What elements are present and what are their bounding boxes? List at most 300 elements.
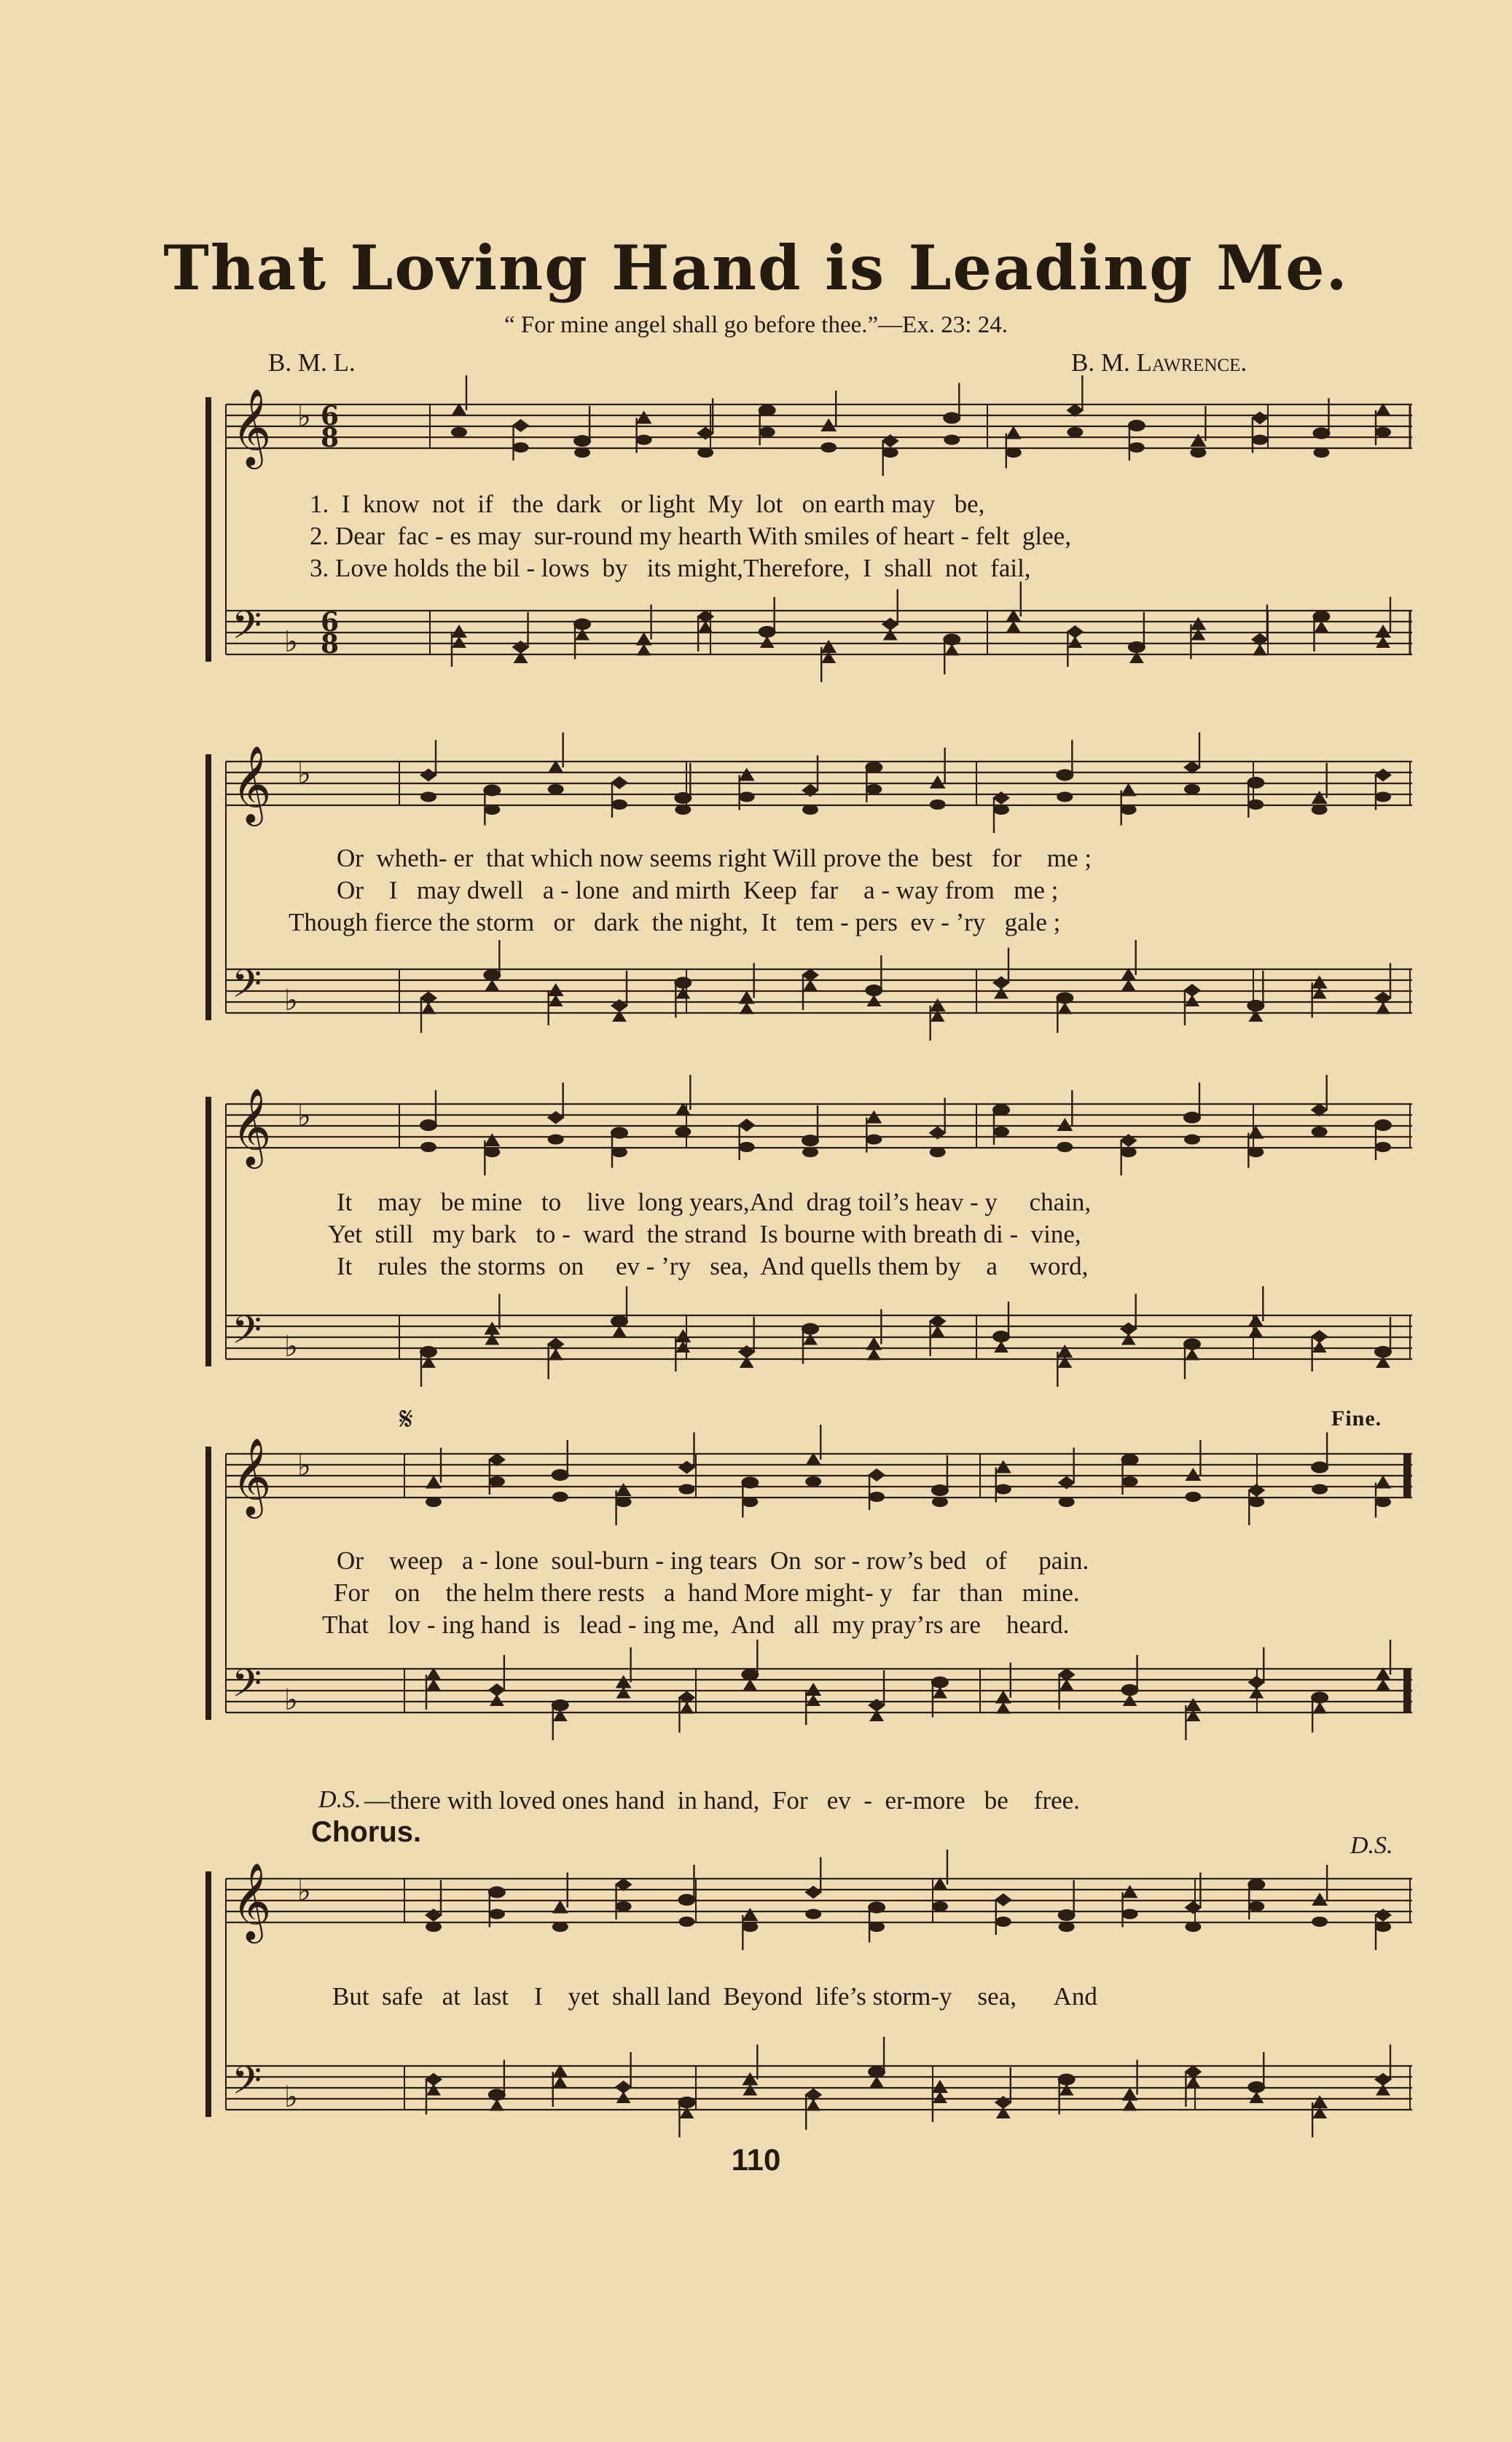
shape-note-triangle	[484, 1322, 500, 1335]
shape-note-round	[1122, 1476, 1138, 1487]
shape-note-triangle	[742, 2073, 758, 2086]
shape-note-round	[1312, 805, 1328, 815]
shape-note-round	[611, 1315, 628, 1327]
shape-note-round	[1185, 1492, 1201, 1502]
shape-note-round	[489, 1909, 505, 1919]
shape-note-round	[759, 626, 776, 638]
shape-note-round	[611, 1127, 628, 1139]
shape-note-round	[1311, 1692, 1328, 1704]
shape-note-triangle	[1253, 644, 1267, 656]
shape-note-triangle	[1185, 1468, 1201, 1481]
bass-clef-icon: 𝄢	[232, 2059, 262, 2113]
lyric-line: Or weep a - lone soul-burn - ing tears On sor - row’s bed of pain.	[337, 1546, 1089, 1575]
shape-note-triangle	[996, 2107, 1011, 2118]
bass-clef-icon: 𝄢	[232, 962, 262, 1016]
shape-note-round	[802, 1323, 819, 1335]
lyric-line: Though fierce the storm or dark the night, It tem - pers ev - ’ry gale ;	[289, 908, 1061, 936]
system-bracket	[205, 754, 211, 1020]
shape-note-triangle	[1248, 1010, 1263, 1022]
shape-note-round	[616, 1901, 632, 1911]
shape-note-round	[1183, 1112, 1201, 1124]
shape-note-triangle	[996, 1702, 1011, 1714]
shape-note-triangle	[944, 644, 959, 656]
shape-note-triangle	[1312, 976, 1328, 989]
shape-note-round	[992, 1104, 1010, 1116]
bass-clef-icon: 𝄢	[232, 1308, 262, 1362]
shape-note-triangle	[451, 625, 467, 638]
shape-note-round	[1056, 770, 1073, 781]
treble-clef-icon: 𝄞	[232, 1862, 272, 1940]
shape-note-round	[1184, 784, 1200, 794]
shape-note-round	[805, 1476, 821, 1487]
shape-note-triangle	[1376, 636, 1390, 648]
shape-note-triangle	[1185, 995, 1199, 1006]
shape-note-triangle	[1249, 1687, 1264, 1699]
shape-note-triangle	[637, 644, 651, 656]
shape-note-round	[552, 1492, 568, 1502]
shape-note-triangle	[869, 2076, 884, 2088]
shape-note-triangle	[1059, 1679, 1074, 1691]
shape-note-round	[552, 1469, 569, 1481]
time-signature: 8	[321, 629, 340, 660]
shape-note-triangle	[806, 1694, 820, 1706]
shape-note-triangle	[514, 651, 528, 663]
shape-note-triangle	[806, 2099, 820, 2111]
shape-note-triangle	[740, 1356, 754, 1368]
shape-note-round	[869, 1922, 885, 1932]
shape-note-round	[820, 442, 837, 453]
shape-note-round	[573, 619, 591, 630]
shape-note-round	[1121, 1684, 1139, 1696]
shape-note-triangle	[548, 983, 564, 996]
shape-note-triangle	[1312, 791, 1328, 804]
shape-note-round	[802, 1147, 818, 1157]
shape-note-round	[1058, 2074, 1076, 2086]
flat-icon: ♭	[297, 1874, 311, 1908]
lyric-line: That lov - ing hand is lead - ing me, And all my pray’rs are heard.	[322, 1611, 1070, 1639]
shape-note-diamond	[868, 1468, 885, 1482]
shape-note-round	[1058, 1909, 1076, 1921]
shape-note-round	[1190, 447, 1206, 458]
shape-note-round	[552, 1922, 568, 1932]
shape-note-round	[636, 435, 652, 445]
shape-note-triangle	[552, 1901, 568, 1914]
shape-note-round	[484, 805, 500, 815]
shape-note-triangle	[549, 1349, 563, 1361]
shape-note-triangle	[1190, 617, 1206, 630]
shape-note-round	[483, 969, 501, 981]
shape-note-round	[483, 785, 501, 797]
shape-note-round	[1375, 427, 1391, 437]
shape-note-triangle	[931, 1010, 945, 1022]
shape-note-round	[675, 1127, 691, 1137]
shape-note-triangle	[995, 1691, 1011, 1704]
shape-note-round	[868, 1902, 885, 1914]
shape-note-round	[869, 1492, 885, 1502]
shape-note-round	[1247, 777, 1264, 788]
shape-note-triangle	[869, 1710, 884, 1721]
shape-note-round	[1375, 1922, 1391, 1932]
shape-note-triangle	[679, 2107, 694, 2118]
shape-note-triangle	[994, 1341, 1008, 1353]
shape-note-diamond	[425, 1909, 442, 1922]
shape-note-triangle	[1059, 2084, 1074, 2096]
shape-note-triangle	[1312, 2107, 1327, 2118]
shape-note-round	[1248, 1497, 1264, 1507]
shape-note-round	[674, 792, 692, 804]
flat-icon: ♭	[284, 984, 298, 1017]
time-signature: 6	[321, 401, 340, 431]
shape-note-triangle	[742, 1908, 758, 1921]
flat-icon: ♭	[297, 757, 311, 791]
shape-note-triangle	[931, 1326, 945, 1337]
shape-note-triangle	[803, 979, 818, 991]
treble-clef-icon: 𝄞	[232, 1437, 272, 1515]
shape-note-triangle	[636, 633, 652, 646]
shape-note-round	[930, 799, 946, 810]
shape-note-round	[805, 1909, 821, 1919]
shape-note-triangle	[995, 1460, 1011, 1474]
shape-note-diamond	[882, 434, 899, 447]
shape-note-triangle	[1248, 1326, 1263, 1337]
shape-note-round	[420, 1142, 436, 1152]
shape-note-round	[1375, 1142, 1391, 1152]
shape-note-round	[1057, 792, 1073, 802]
shape-note-triangle	[1121, 979, 1136, 991]
shape-note-round	[1247, 2081, 1265, 2093]
flat-icon: ♭	[284, 1330, 298, 1363]
shape-note-round	[484, 1147, 500, 1157]
shape-note-round	[675, 805, 691, 815]
shape-note-round	[742, 1922, 758, 1932]
shape-note-triangle	[1057, 1345, 1073, 1358]
shape-note-round	[674, 977, 692, 989]
shape-note-round	[1129, 442, 1145, 453]
shape-note-round	[931, 1677, 949, 1688]
shape-note-triangle	[866, 1111, 882, 1124]
shape-note-round	[995, 1917, 1011, 1927]
shape-note-triangle	[820, 418, 837, 431]
shape-note-triangle	[1376, 1003, 1390, 1014]
shape-note-triangle	[1122, 2088, 1138, 2101]
shape-note-round	[1057, 1142, 1073, 1152]
shape-note-triangle	[675, 1341, 690, 1353]
treble-clef-icon: 𝄞	[232, 388, 272, 466]
shape-note-round	[759, 404, 776, 416]
shape-note-round	[1059, 1922, 1075, 1932]
lyric-line: Yet still my bark to - ward the strand Is bourne with breath di - vine,	[328, 1220, 1081, 1248]
shape-note-round	[420, 792, 436, 802]
shape-note-diamond	[611, 776, 628, 789]
final-barline	[1403, 1669, 1409, 1713]
shape-note-diamond	[738, 1119, 756, 1132]
shape-note-round	[574, 447, 590, 458]
bass-clef-icon: 𝄢	[232, 603, 262, 657]
shape-note-triangle	[1312, 1893, 1328, 1906]
shape-note-triangle	[1312, 1702, 1327, 1714]
shape-note-round	[489, 1476, 505, 1487]
shape-note-triangle	[616, 1483, 632, 1496]
shape-note-triangle	[932, 2080, 948, 2093]
time-signature: 8	[321, 423, 340, 453]
shape-note-round	[741, 1669, 759, 1680]
shape-note-round	[426, 1922, 442, 1932]
shape-note-triangle	[575, 629, 589, 641]
shape-note-round	[1006, 447, 1022, 458]
shape-note-triangle	[1186, 1710, 1200, 1721]
flat-icon: ♭	[284, 1683, 298, 1717]
shape-note-triangle	[426, 1679, 441, 1691]
shape-note-triangle	[1312, 1341, 1327, 1353]
lyric-line: But safe at last I yet shall land Beyond life’s storm-y sea, And	[332, 1982, 1097, 2011]
ds-marking: D.S.	[1350, 1832, 1393, 1859]
shape-note-triangle	[821, 651, 836, 663]
shape-note-triangle	[930, 775, 946, 788]
shape-note-triangle	[1314, 621, 1328, 633]
shape-note-triangle	[866, 1349, 881, 1361]
shape-note-round	[1121, 1147, 1137, 1157]
shape-note-triangle	[490, 1694, 504, 1706]
system-bracket	[205, 397, 211, 662]
shape-note-round	[1185, 1922, 1201, 1932]
shape-note-round	[552, 1699, 569, 1711]
shape-note-round	[995, 1484, 1011, 1495]
treble-clef-icon: 𝄞	[232, 745, 272, 823]
shape-note-round	[420, 1346, 437, 1358]
shape-note-triangle	[616, 1687, 631, 1699]
treble-clef-icon: 𝄞	[232, 1087, 272, 1165]
shape-note-round	[1375, 1497, 1391, 1507]
shape-note-round	[678, 1484, 694, 1495]
shape-note-triangle	[426, 1476, 442, 1489]
shape-note-triangle	[675, 1329, 691, 1342]
shape-note-round	[1252, 435, 1268, 445]
shape-note-triangle	[490, 2099, 504, 2111]
shape-note-triangle	[553, 2076, 568, 2088]
shape-note-round	[866, 784, 882, 794]
shape-note-round	[1312, 611, 1330, 622]
hymn-title: That Loving Hand is Leading Me.	[163, 232, 1349, 304]
bass-clef-icon: 𝄢	[232, 1662, 262, 1715]
ds-lyric-line: —there with loved ones hand in hand, For ev - er-more be free.	[364, 1786, 1080, 1815]
shape-note-diamond	[1374, 1909, 1392, 1922]
shape-note-triangle	[743, 2084, 757, 2096]
shape-note-round	[882, 447, 898, 458]
shape-note-round	[868, 2066, 885, 2078]
shape-note-round	[741, 1477, 759, 1489]
shape-note-round	[1312, 1127, 1328, 1137]
shape-note-round	[932, 1901, 948, 1911]
lyric-line: 1. I know not if the dark or light My lot on earth may be,	[310, 490, 985, 518]
epigraph: “ For mine angel shall go before thee.”—Ex. 23: 24.	[504, 312, 1008, 338]
shape-note-triangle	[679, 1702, 694, 1714]
shape-note-triangle	[612, 1326, 627, 1337]
shape-note-triangle	[553, 1710, 568, 1721]
shape-note-diamond	[678, 1461, 695, 1474]
shape-note-round	[1059, 1497, 1075, 1507]
shape-note-diamond	[1247, 1484, 1265, 1497]
shape-note-round	[611, 1147, 627, 1157]
composer-credit: B. M. Lawrence.	[1071, 348, 1247, 377]
shape-note-triangle	[1057, 1118, 1073, 1131]
shape-note-triangle	[1375, 625, 1391, 638]
shape-note-triangle	[1312, 2095, 1328, 2108]
shape-note-triangle	[1376, 1356, 1390, 1368]
shape-note-round	[866, 1135, 882, 1145]
shape-note-triangle	[616, 2091, 631, 2103]
lyricist-credit: B. M. L.	[268, 348, 356, 377]
shape-note-diamond	[992, 791, 1010, 805]
shape-note-triangle	[739, 768, 755, 781]
shape-note-triangle	[1376, 1679, 1390, 1691]
shape-note-triangle	[1057, 1003, 1072, 1014]
shape-note-triangle	[1129, 651, 1144, 663]
shape-note-triangle	[1006, 621, 1021, 633]
flat-icon: ♭	[284, 625, 298, 659]
shape-note-triangle	[1375, 1476, 1391, 1489]
system-bracket	[205, 1097, 211, 1366]
shape-note-round	[1374, 1346, 1392, 1358]
shape-note-round	[548, 784, 564, 794]
shape-note-round	[513, 442, 529, 453]
shape-note-triangle	[1057, 1356, 1072, 1368]
shape-note-round	[1248, 1901, 1264, 1911]
flat-icon: ♭	[297, 1449, 311, 1483]
shape-note-triangle	[805, 1683, 821, 1696]
shape-note-triangle	[1249, 2091, 1264, 2103]
shape-note-round	[1374, 1119, 1392, 1131]
shape-note-round	[742, 1497, 758, 1507]
flat-icon: ♭	[297, 400, 311, 434]
shape-note-triangle	[1123, 1694, 1137, 1706]
shape-note-triangle	[549, 995, 563, 1006]
shape-note-round	[1247, 1879, 1265, 1890]
shape-note-triangle	[1247, 1126, 1264, 1139]
shape-note-diamond	[547, 1111, 565, 1124]
shape-note-round	[930, 1147, 946, 1157]
page-number: 110	[731, 2142, 781, 2177]
flat-icon: ♭	[284, 2081, 298, 2114]
shape-note-triangle	[485, 979, 499, 991]
shape-note-round	[943, 412, 960, 424]
shape-note-triangle	[803, 1334, 818, 1345]
lyric-line: Or wheth- er that which now seems right Will prove the best for me ;	[337, 844, 1092, 872]
shape-note-diamond	[1251, 412, 1269, 425]
lyric-line: It rules the storms on ev - ’ry sea, And quells them by a word,	[337, 1252, 1089, 1280]
shape-note-triangle	[1312, 987, 1327, 999]
time-signature: 6	[321, 607, 340, 638]
shape-note-round	[1312, 1484, 1328, 1495]
shape-note-diamond	[1120, 1134, 1137, 1147]
shape-note-round	[548, 1135, 564, 1145]
shape-note-round	[865, 985, 882, 996]
shape-note-triangle	[1006, 426, 1022, 439]
shape-note-round	[943, 634, 960, 646]
shape-note-round	[865, 762, 882, 773]
shape-note-round	[573, 435, 591, 447]
shape-note-triangle	[820, 640, 837, 653]
shape-note-triangle	[1191, 629, 1205, 641]
shape-note-round	[759, 427, 775, 437]
shape-note-triangle	[1123, 2099, 1137, 2111]
shape-note-round	[1121, 805, 1137, 815]
shape-note-triangle	[675, 987, 690, 999]
shape-note-round	[739, 792, 755, 802]
final-barline	[1403, 1454, 1409, 1498]
shape-note-triangle	[760, 636, 775, 648]
shape-note-round	[1247, 799, 1264, 810]
shape-note-round	[802, 805, 818, 815]
shape-note-triangle	[743, 1679, 757, 1691]
shape-note-triangle	[866, 995, 881, 1006]
shape-note-round	[1128, 420, 1145, 431]
shape-note-triangle	[883, 629, 898, 641]
shape-note-triangle	[1186, 2076, 1200, 2088]
shape-note-triangle	[1376, 2084, 1390, 2096]
shape-note-triangle	[1122, 1885, 1138, 1898]
shape-note-round	[1312, 1917, 1328, 1927]
shape-note-round	[1247, 1000, 1264, 1011]
shape-note-triangle	[1121, 1334, 1136, 1345]
shape-note-triangle	[994, 987, 1008, 999]
shape-note-diamond	[804, 1886, 822, 1899]
shape-note-triangle	[930, 998, 946, 1011]
shape-note-round	[1311, 1462, 1328, 1474]
shape-note-triangle	[1185, 1698, 1201, 1711]
shape-note-round	[678, 1894, 695, 1906]
shape-note-round	[1312, 428, 1330, 439]
shape-note-round	[931, 1484, 949, 1496]
shape-note-round	[992, 1331, 1010, 1342]
shape-note-round	[1121, 1454, 1139, 1465]
shape-note-round	[1375, 792, 1391, 802]
shape-note-triangle	[426, 2084, 441, 2096]
shape-note-round	[802, 1135, 819, 1146]
shape-note-diamond	[420, 769, 437, 782]
shape-note-triangle	[452, 636, 466, 648]
shape-note-round	[420, 1119, 437, 1131]
shape-note-round	[1067, 427, 1083, 437]
shape-note-triangle	[1068, 636, 1082, 648]
shape-note-triangle	[421, 1003, 436, 1014]
lyric-line: 2. Dear fac - es may sur-round my hearth With smiles of heart - felt glee,	[310, 522, 1071, 550]
lyric-line: 3. Love holds the bil - lows by its might,Therefore, I shall not fail,	[310, 554, 1031, 582]
shape-note-round	[611, 799, 627, 810]
shape-note-round	[1128, 641, 1145, 653]
shape-note-triangle	[1190, 434, 1206, 447]
shape-note-round	[993, 1127, 1009, 1137]
shape-note-round	[1247, 1147, 1264, 1157]
shape-note-round	[678, 2097, 695, 2108]
shape-note-round	[616, 1497, 632, 1507]
shape-note-round	[697, 447, 713, 458]
shape-note-triangle	[485, 1334, 499, 1345]
shape-note-triangle	[484, 1133, 500, 1146]
fine-marking: Fine.	[1331, 1406, 1382, 1431]
shape-note-round	[488, 2089, 506, 2101]
shape-note-triangle	[1121, 783, 1137, 797]
shape-note-triangle	[933, 2091, 947, 2103]
shape-note-round	[932, 1497, 948, 1507]
shape-note-triangle	[739, 991, 755, 1004]
shape-note-triangle	[612, 1010, 627, 1022]
segno-sign: 𝄋	[399, 1401, 413, 1437]
shape-note-round	[739, 1142, 755, 1152]
shape-note-round	[1183, 1339, 1201, 1350]
shape-note-diamond	[995, 1893, 1012, 1906]
shape-note-round	[993, 805, 1009, 815]
shape-note-triangle	[636, 411, 652, 424]
